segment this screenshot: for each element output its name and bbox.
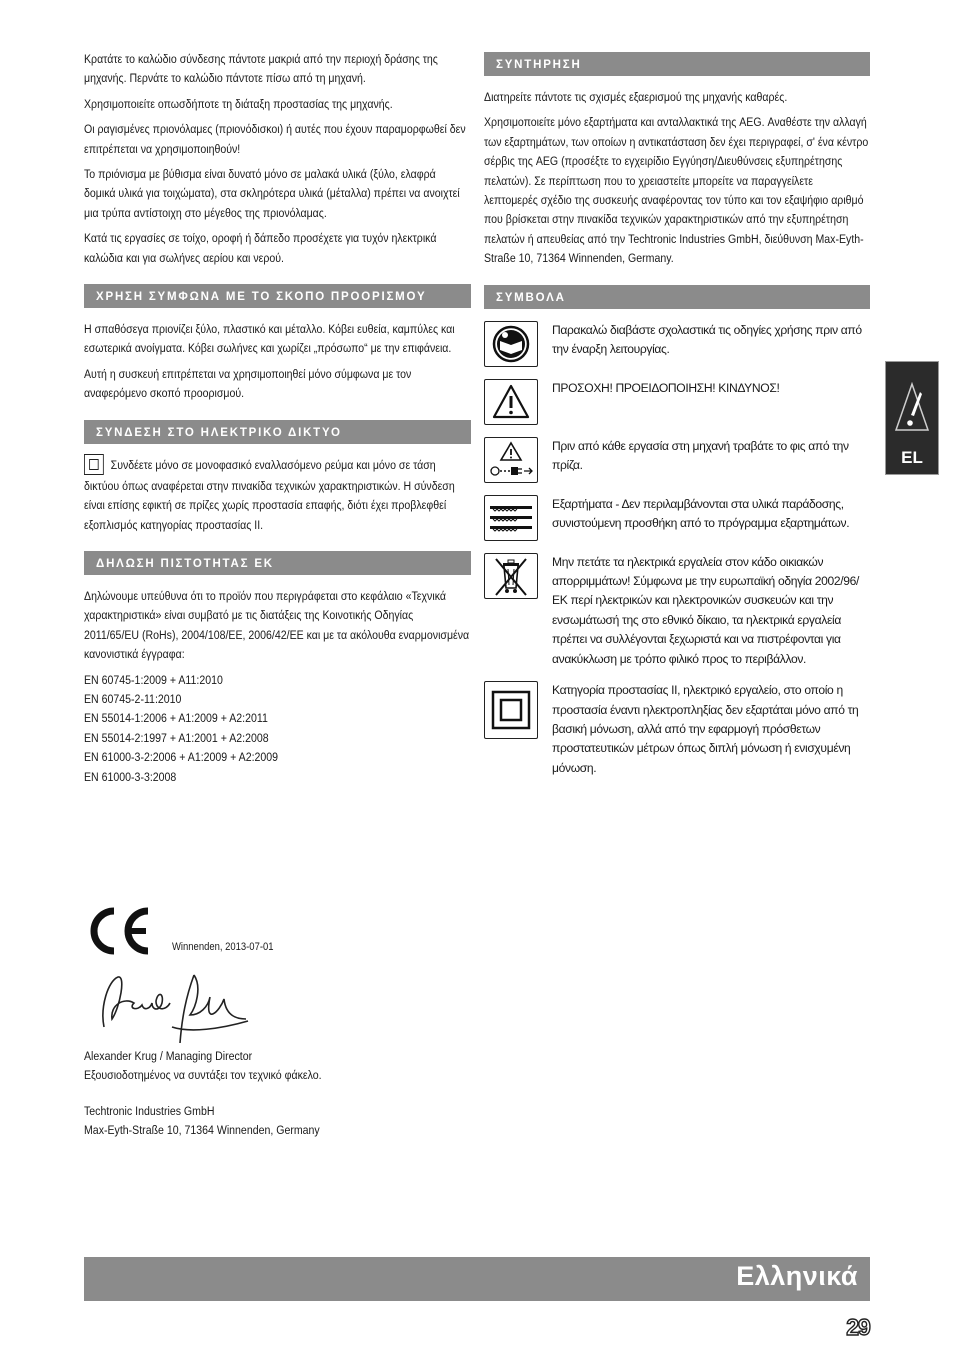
symbol-text: Κατηγορία προστασίας II, ηλεκτρικό εργαλείο, στο οποίο η προστασία έναντι ηλεκτροπληξίας δεν εξαρτάται μόνο από τη βασική μόνωση, αλλά από την εφαρμογή πρόσθετων προστατευτικών μέτρων όπως διπλή μόνωση ή ενισχυμένη μόνωση. <box>552 683 859 775</box>
right-column <box>484 50 870 790</box>
intro-paragraph: Κρατάτε το καλώδιο σύνδεσης πάντοτε μακριά από την περιοχή δράσης της μηχανής. Περνάτε το καλώδιο πάντοτε πίσω από τη μηχανή. <box>84 52 438 86</box>
signatory-block <box>84 1047 484 1086</box>
left-column <box>84 50 471 787</box>
accessories-icon <box>484 495 538 541</box>
section-heading-maintenance: ΣΥΝΤΗΡΗΣΗ <box>484 52 870 76</box>
ce-mark-icon <box>84 905 154 957</box>
intro-paragraph: Οι ραγισμένες πριονόλαμες (πριονόδισκοι) ή αυτές που έχουν παραμορφωθεί δεν επιτρέπεται να χρησιμοποιηθούν! <box>84 122 466 156</box>
symbol-text: Παρακαλώ διαβάστε σχολαστικά τις οδηγίες χρήσης πριν από την έναρξη λειτουργίας. <box>552 322 862 357</box>
section-heading-intended-use: ΧΡΗΣΗ ΣΥΜΦΩΝΑ ΜΕ ΤΟ ΣΚΟΠΟ ΠΡΟΟΡΙΣΜΟΥ <box>84 284 471 308</box>
mains-text: Συνδέετε μόνο σε μονοφασικό εναλλασόμενο ρεύμα και μόνο σε τάση δικτύου όπως αναφέρεται στην πινακίδα τεχνικών χαρακτηριστικών. Η σύνδεση είναι επίσης εφικτή σε πρίζες χωρίς προστασία επαφής, διότι έχει προβλεφθεί εξοπλισμός κατηγορίας προστασίας II. <box>84 457 455 532</box>
section-heading-symbols: ΣΥΜΒΟΛΑ <box>484 285 870 309</box>
intended-use-paragraph: Η σπαθόσεγα πριονίζει ξύλο, πλαστικό και μέταλλο. Κόβει ευθεία, καμπύλες και εσωτερικά ανοίγματα. Κόβει σωλήνες και χωρίζει „πρόσωπο“ με την επιφάνεια. <box>84 322 455 356</box>
authorized-note: Εξουσιοδοτημένος να συντάξει τον τεχνικό φάκελο. <box>84 1068 322 1083</box>
exclamation-icon <box>894 382 930 432</box>
footer-language: Ελληνικά <box>736 1261 858 1291</box>
unplug-warning-icon <box>484 437 538 483</box>
read-manual-icon <box>484 321 538 367</box>
intro-paragraph: Κατά τις εργασίες σε τοίχο, οροφή ή δάπεδο προσέχετε για τυχόν ηλεκτρικά καλώδια και για σωλήνες αερίου και νερού. <box>84 231 437 265</box>
maintenance-paragraph: Διατηρείτε πάντοτε τις σχισμές εξαερισμού της μηχανής καθαρές. <box>484 90 788 104</box>
language-code: EL <box>901 448 923 467</box>
standard-item: EN 55014-2:1997 + A1:2001 + A2:2008 <box>84 730 269 745</box>
symbol-text: ΠΡΟΣΟΧΗ! ΠΡΟΕΙΔΟΠΟΙΗΣΗ! ΚΙΝΔΥΝΟΣ! <box>552 380 780 395</box>
standard-item: EN 60745-2-11:2010 <box>84 691 182 706</box>
standard-item: EN 61000-3-2:2006 + A1:2009 + A2:2009 <box>84 750 279 765</box>
conformity-paragraph: Δηλώνουμε υπεύθυνα ότι το προϊόν που περιγράφεται στο κεφάλαιο «Τεχνικά χαρακτηριστικά» είναι συμβατό με τις διατάξεις της Κοινοτικής Οδηγίας 2011/65/EU (RoHs), 2004/108/ΕΕ, 2006/42/ΕΕ και με τα ακόλουθα εναρμονισμένα κανονιστικά έγγραφα: <box>84 588 470 662</box>
mains-paragraph <box>84 456 470 535</box>
language-tab <box>885 361 939 475</box>
warning-triangle-icon <box>484 379 538 425</box>
protection-class-2-icon <box>484 681 538 739</box>
standard-item: EN 61000-3-3:2008 <box>84 769 177 784</box>
standard-item: EN 55014-1:2006 + A1:2009 + A2:2011 <box>84 711 268 726</box>
symbol-row <box>484 553 870 669</box>
intended-use-paragraph: Αυτή η συσκευή επιτρέπεται να χρησιμοποιηθεί μόνο σύμφωνα με τον αναφερόμενο σκοπό προορισμού. <box>84 366 412 401</box>
intro-paragraph: Χρησιμοποιείτε οπωσδήποτε τη διάταξη προστασίας της μηχανής. <box>84 96 393 111</box>
intro-paragraph: Το πριόνισμα με βύθισμα είναι δυνατό μόνο σε μαλακά υλικά (ξύλο, ελαφρά δομικά υλικά για τοιχώματα), στα σκληρότερα υλικά (μέταλλα) πρέπει να ανοιχτεί μια τρύπα αντίστοιχη στο μέγεθος της πριονόλαμας. <box>84 167 460 220</box>
symbol-text: Μην πετάτε τα ηλεκτρικά εργαλεία στον κάδο οικιακών απορριμμάτων! Σύμφωνα με την ευρωπαϊκή οδηγία 2002/96/ΕΚ περί ηλεκτρικών και ηλεκτρονικών συσκευών και την ενσωμάτωσή της στο εθνικό δίκαιο, τα ηλεκτρικά εργαλεία πρέπει να συλλέγονται ξεχωριστά και να πιστρέφονται για ανακύκλωση με τρόπο φιλικό προς το περιβάλλον. <box>552 554 860 666</box>
symbol-row <box>484 681 870 778</box>
company-name: Techtronic Industries GmbH <box>84 1104 215 1118</box>
company-address: Max-Eyth-Straße 10, 71364 Winnenden, Germany <box>84 1123 320 1138</box>
company-block <box>84 1102 484 1141</box>
section-heading-conformity: ΔΗΛΩΣΗ ΠΙΣΤΟΤΗΤΑΣ ΕΚ <box>84 551 471 575</box>
protection-class-2-icon <box>84 454 104 475</box>
ce-block <box>84 905 484 1055</box>
signature-image <box>90 967 250 1047</box>
standard-item: EN 60745-1:2009 + A11:2010 <box>84 672 223 687</box>
page-number: 29 <box>846 1314 870 1340</box>
symbol-text: Εξαρτήματα - Δεν περιλαμβάνονται στα υλικά παράδοσης, συνιστούμενη προσθήκη από το πρόγραμμα εξαρτημάτων. <box>552 496 850 531</box>
crossed-bin-icon <box>484 553 538 599</box>
symbol-row <box>484 437 870 483</box>
symbol-row <box>484 321 870 367</box>
footer-bar <box>84 1257 870 1301</box>
maintenance-paragraph: Χρησιμοποιείτε μόνο εξαρτήματα και ανταλλακτικά της AEG. Αναθέστε την αλλαγή των εξαρτημάτων, των οποίων η αντικατάσταση δεν έχει περιγραφεί, σ' ένα κέντρο σέρβις της AEG (προσέξτε το εγχειρίδιο Εγγύηση/Διευθύνσεις εξυπηρέτησης πελατών). Σε περίπτωση που το χρειαστείτε μπορείτε να παραγγείλετε λεπτομερές σχέδιο της συσκευής αναφέροντας τον τύπο και τον εξαψήφιο αριθμό που βρίσκεται στην πινακίδα τεχνικών χαρακτηριστικών από την εξυπηρέτηση πελατών ή απευθείας από την Techtronic Industries GmbH, διεύθυνση Max-Eyth-Straße 10, 71364 Winnenden, Germany. <box>484 115 869 266</box>
signatory-name: Alexander Krug / Managing Director <box>84 1049 253 1063</box>
section-heading-mains: ΣΥΝΔΕΣΗ ΣΤΟ ΗΛΕΚΤΡΙΚΟ ΔΙΚΤΥΟ <box>84 420 471 444</box>
symbol-row <box>484 495 870 541</box>
symbol-text: Πριν από κάθε εργασία στη μηχανή τραβάτε το φις από την πρίζα. <box>552 438 849 473</box>
ce-date: Winnenden, 2013-07-01 <box>172 941 274 953</box>
standards-list <box>84 671 471 787</box>
symbol-row <box>484 379 870 425</box>
